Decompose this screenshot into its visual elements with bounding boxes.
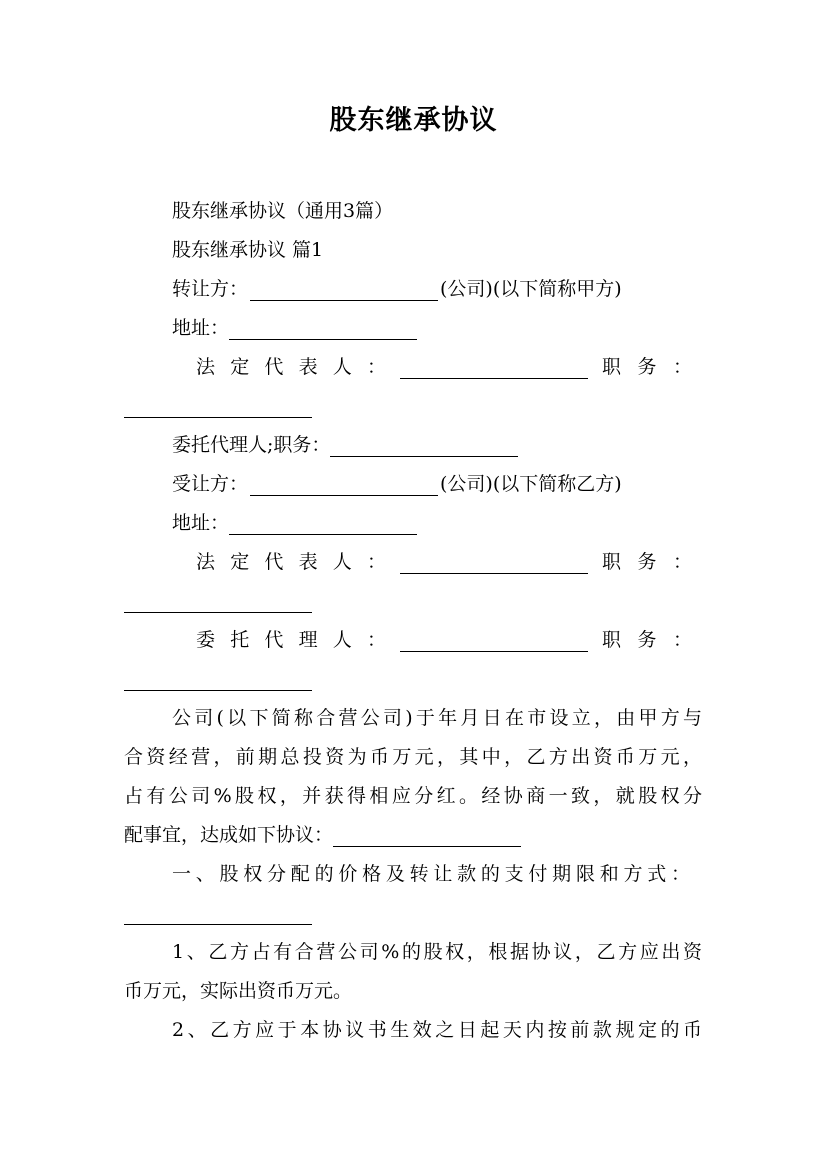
document-title: 股东继承协议 — [329, 105, 498, 136]
transferee-agent-line — [124, 628, 694, 652]
transferee-blank[interactable] — [250, 475, 438, 496]
agent-position-line — [172, 433, 518, 457]
transferor-address-line — [172, 316, 417, 340]
transferee-line — [172, 472, 622, 496]
agent-label: 委 托 代 理 人 ： — [196, 629, 386, 651]
part-heading: 股东继承协议 篇1 — [172, 239, 324, 261]
legal-rep-blank[interactable] — [400, 358, 588, 379]
legal-rep-label: 法 定 代 表 人 ： — [196, 356, 386, 378]
section-blank-line — [124, 901, 312, 925]
item-line: 1、乙方占有合营公司%的股权，根据协议，乙方应出资 — [172, 941, 702, 963]
item-line: 币万元，实际出资币万元。 — [124, 980, 353, 1002]
transferor-position-blank-line — [124, 394, 312, 418]
agent-blank[interactable] — [400, 631, 588, 652]
transferor-label: 转让方： — [172, 278, 249, 300]
legal-rep-label: 法 定 代 表 人 ： — [196, 551, 386, 573]
transferee-suffix: (公司)(以下简称乙方) — [440, 473, 622, 495]
transferee-label: 受让方： — [172, 473, 249, 495]
transferor-blank[interactable] — [250, 280, 438, 301]
position-label: 职 务 ： — [602, 356, 692, 378]
transferor-address-blank[interactable] — [229, 319, 417, 340]
transferor-suffix: (公司)(以下简称甲方) — [440, 278, 622, 300]
agent-position-label: 委托代理人;职务： — [172, 434, 331, 456]
transferee-legal-rep-line — [124, 550, 694, 574]
paragraph-line: 占有公司%股权，并获得相应分红。经协商一致，就股权分 — [124, 785, 702, 807]
transferee-address-line — [172, 511, 417, 535]
paragraph-line: 公司(以下简称合营公司)于年月日在市设立，由甲方与 — [172, 707, 702, 729]
legal-rep-blank[interactable] — [400, 553, 588, 574]
section-heading: 一、股权分配的价格及转让款的支付期限和方式： — [172, 863, 690, 885]
agreement-blank[interactable] — [333, 826, 521, 847]
address-label: 地址： — [172, 317, 230, 339]
paragraph-line: 合资经营，前期总投资为币万元，其中，乙方出资币万元， — [124, 746, 702, 768]
agent-position-blank-line — [124, 667, 312, 691]
legal-rep-position-blank[interactable] — [124, 397, 312, 418]
position-label: 职 务 ： — [602, 629, 692, 651]
address-label: 地址： — [172, 512, 230, 534]
position-label: 职 务 ： — [602, 551, 692, 573]
legal-rep-position-blank[interactable] — [124, 592, 312, 613]
paragraph-line-last: 配事宜，达成如下协议： — [124, 823, 521, 847]
agent-position-blank[interactable] — [124, 670, 312, 691]
document-subtitle: 股东继承协议（通用3篇） — [172, 200, 394, 222]
section-blank[interactable] — [124, 904, 312, 925]
transferor-legal-rep-line — [124, 355, 694, 379]
item-line: 2、乙方应于本协议书生效之日起天内按前款规定的币 — [172, 1019, 702, 1041]
transferor-line — [172, 277, 622, 301]
transferee-position-blank-line — [124, 589, 312, 613]
transferee-address-blank[interactable] — [229, 514, 417, 535]
agent-position-blank[interactable] — [330, 436, 518, 457]
